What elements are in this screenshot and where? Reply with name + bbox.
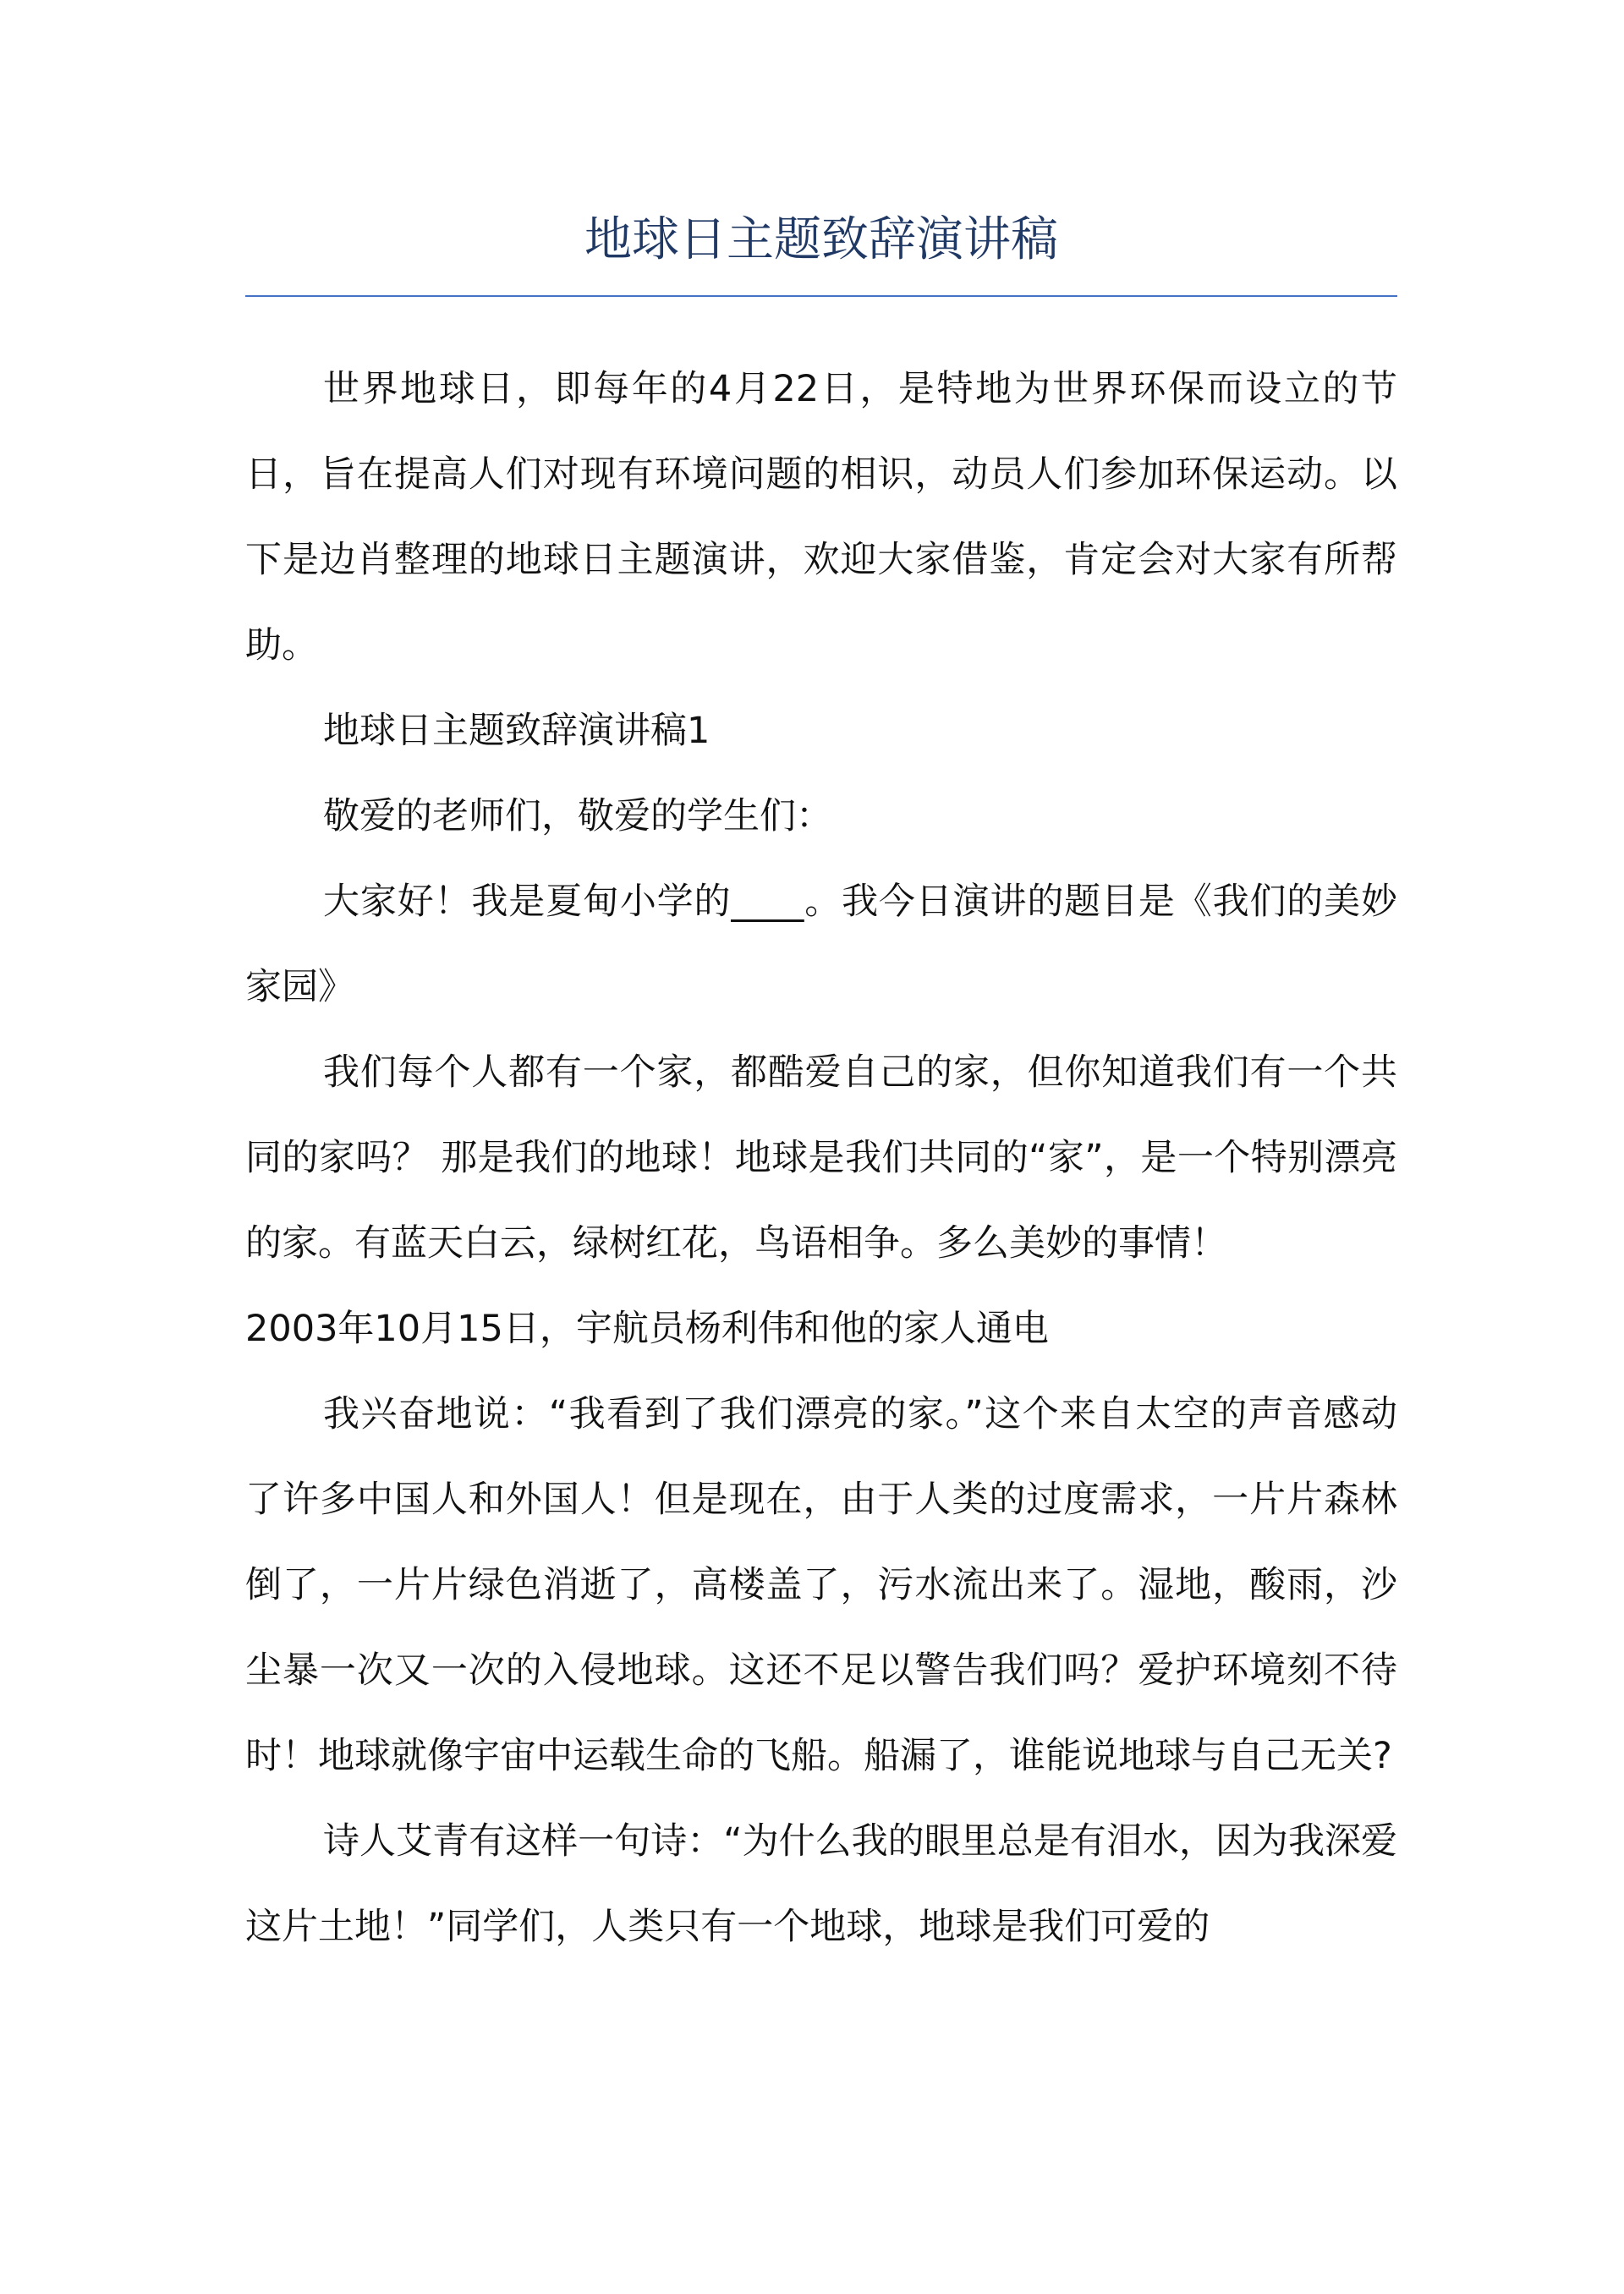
paragraph-intro: 世界地球日，即每年的4月22日，是特地为世界环保而设立的节日，旨在提高人们对现有环境问题的相识，动员人们参加环保运动。以下是边肖整理的地球日主题演讲，欢迎大家借鉴，肯定会对大家有所帮助。 (245, 368, 1397, 667)
paragraph-salutation: 敬爱的老师们，敬爱的学生们： (323, 795, 832, 837)
paragraph-common-home: 我们每个人都有一个家，都酷爱自己的家，但你知道我们有一个共同的家吗？ 那是我们的地球！地球是我们共同的“家”，是一个特别漂亮的家。有蓝天白云，绿树红花，鸟语相争。多么美妙的事情！ (245, 1051, 1397, 1265)
paragraph-heading: 地球日主题致辞演讲稿1 (323, 710, 710, 752)
paragraph-greeting: 大家好！我是夏甸小学的____。我今日演讲的题目是《我们的美妙家园》 (245, 881, 1397, 1008)
document-body (245, 347, 1397, 1970)
paragraph-date-line: 2003年10月15日，宇航员杨利伟和他的家人通电 (245, 1308, 1049, 1350)
paragraph-space-voice: 我兴奋地说：“我看到了我们漂亮的家。”这个来自太空的声音感动了许多中国人和外国人！但是现在，由于人类的过度需求，一片片森林倒了，一片片绿色消逝了，高楼盖了，污水流出来了。湿地，酸雨，沙尘暴一次又一次的入侵地球。这还不足以警告我们吗？爱护环境刻不待时！地球就像宇宙中运载生命的飞船。船漏了，谁能说地球与自己无关? (245, 1393, 1397, 1777)
paragraph-poem: 诗人艾青有这样一句诗：“为什么我的眼里总是有泪水，因为我深爱这片土地！”同学们，人类只有一个地球，地球是我们可爱的 (245, 1820, 1397, 1948)
page-title: 地球日主题致辞演讲稿 (584, 212, 1058, 267)
title-divider (245, 295, 1397, 297)
